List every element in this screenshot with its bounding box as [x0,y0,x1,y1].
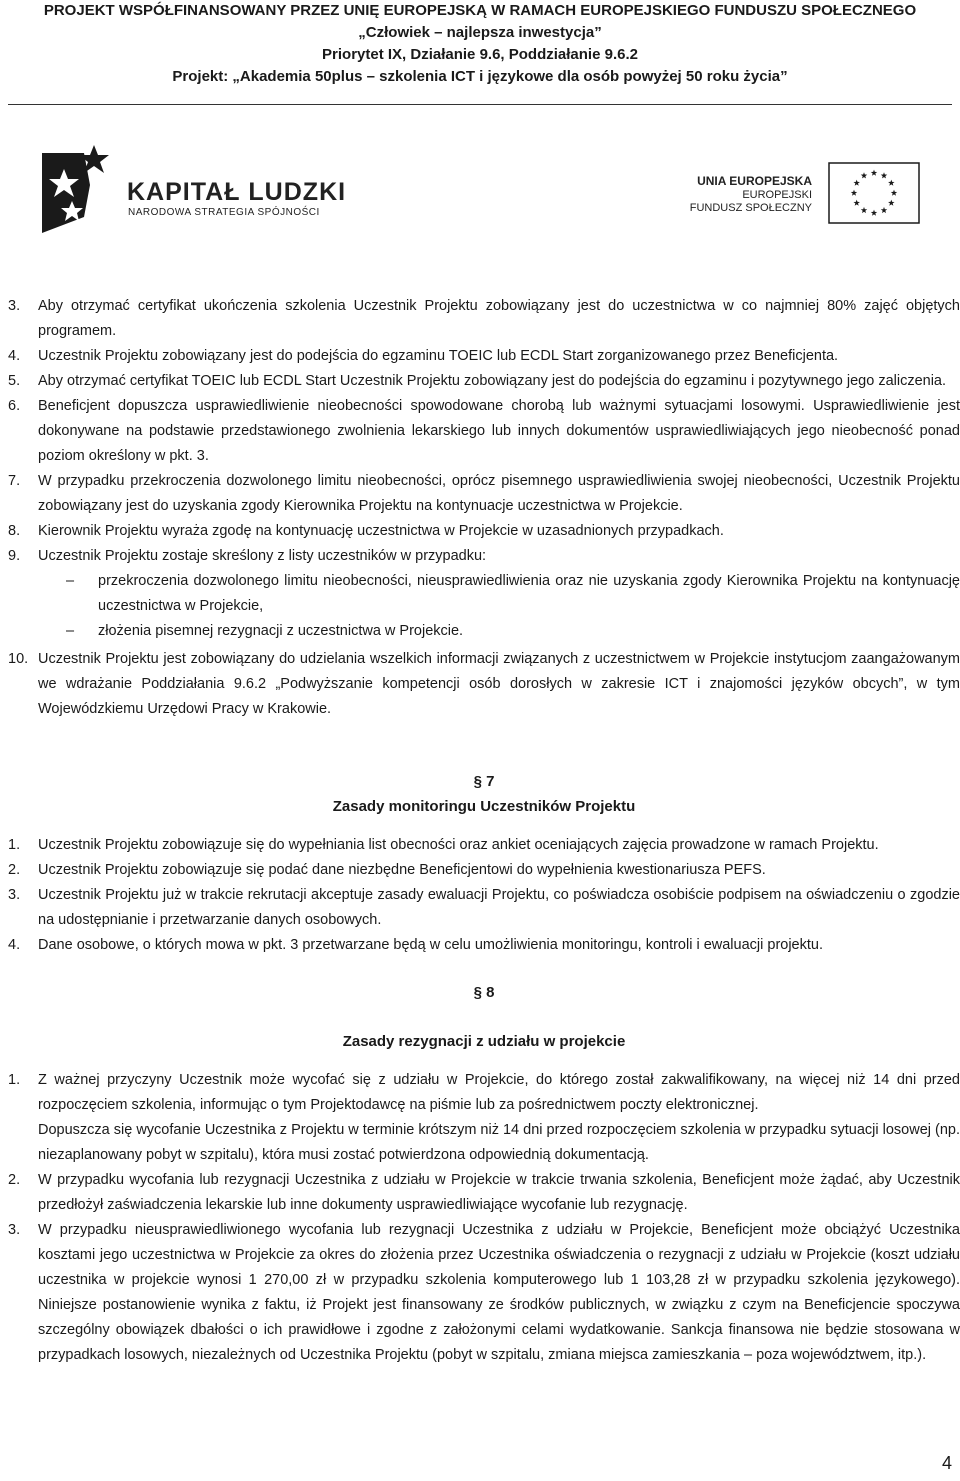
header-divider [8,104,952,105]
section-7-mark: § 7 [473,773,495,790]
item-number: 2. [8,862,21,878]
item-text: Z ważnej przyczyny Uczestnik może wycofać się z udziału w Projekcie, do którego został zakwalifikowany, na więcej niż 14 dni przed rozpoczęciem szkolenia, informując o tym Projektodawcę na piśmie lub za pośrednictwem poczty elektronicznej. [38,1072,960,1113]
ue-subtitle-2: FUNDUSZ SPOŁECZNY [689,202,812,214]
dash-marker: – [66,623,75,639]
item-text: przekroczenia dozwolonego limitu nieobecności, nieusprawiedliwienia oraz nie uzyskania zgody Kierownika Projektu na kontynuację uczestnictwa w Projekcie, [98,573,960,614]
item-text: Uczestnik Projektu już w trakcie rekrutacji akceptuje zasady ewaluacji Projektu, co poświadcza osobiście podpisem na oświadczeniu o zgodzie na udostępnianie i przetwarzanie danych osobowych. [38,887,960,928]
header-line-3: Priorytet IX, Działanie 9.6, Poddziałanie 9.6.2 [322,46,638,63]
item-number: 5. [8,373,21,389]
list-item [8,647,960,722]
list-item [8,1168,960,1218]
eu-flag-icon [828,162,920,224]
list-item [8,294,960,344]
dash-marker: – [66,573,75,589]
section-6-continued [8,294,960,569]
kapital-ludzki-subtitle: NARODOWA STRATEGIA SPÓJNOŚCI [128,207,320,218]
ue-subtitle-1: EUROPEJSKI [742,189,812,201]
item-number: 2. [8,1172,21,1188]
item-text: Uczestnik Projektu zobowiązany jest do podejścia do egzaminu TOEIC lub ECDL Start zorganizowanego przez Beneficjenta. [38,348,839,364]
header-line-2: „Człowiek – najlepsza inwestycja” [358,24,602,41]
kapital-ludzki-emblem-icon [42,145,122,235]
list-item [8,883,960,933]
list-item [8,933,960,958]
item-number: 3. [8,1222,21,1238]
list-item [8,1218,960,1368]
item-number: 8. [8,523,21,539]
header-line-4: Projekt: „Akademia 50plus – szkolenia ICT i językowe dla osób powyżej 50 roku życia” [172,68,788,85]
item-number: 1. [8,1072,21,1088]
item-text: W przypadku nieusprawiedliwionego wycofania lub rezygnacji Uczestnika z udziału w Projekcie, Beneficjent może obciążyć Uczestnika kosztami jego uczestnictwa w Projekcie za okres do złożenia przez Uczestnika oświadczenia o rezygnacji z udziału w Projekcie (koszt udziału uczestnika w projekcie wynosi 1 270,00 zł w przypadku szkolenia komputerowego lub 1 103,28 zł w przypadku szkolenia językowego). Niniejsze postanowienie wynika z faktu, iż Projekt jest finansowany ze środków publicznych, w związku z czym na Beneficjencie spoczywa szczególny obowiązek dbałości o ich prawidłowe i zgodne z założonymi celami wydatkowanie. Sankcja finansowa nie będzie stosowana w przypadkach losowych, niezależnych od Uczestnika Projektu (pobyt w szpitalu, zmiana miejsca zamieszkania – poza województwem, itp.). [38,1222,960,1363]
item-text: Dane osobowe, o których mowa w pkt. 3 przetwarzane będą w celu umożliwienia monitoringu, kontroli i ewaluacji projektu. [38,937,823,953]
unia-europejska-logo [689,162,930,232]
item-number: 7. [8,473,21,489]
ue-title: UNIA EUROPEJSKA [697,174,812,188]
page-number: 4 [941,1453,952,1473]
item-text: W przypadku przekroczenia dozwolonego limitu nieobecności, oprócz pisemnego usprawiedliwienia swojej nieobecności, Uczestnik Projektu zobowiązany jest do uzyskania zgody Kierownika Projektu na kontynuacje uczestnictwa w Projekcie. [38,473,960,514]
list-item [8,369,960,394]
section-7-list [8,833,960,958]
item-number: 10. [8,651,29,667]
list-item [8,544,960,569]
item-text: złożenia pisemnej rezygnacji z uczestnictwa w Projekcie. [98,623,464,639]
section-7-title: Zasady monitoringu Uczestników Projektu [332,798,636,815]
item-number: 6. [8,398,21,414]
list-item-paragraph: Dopuszcza się wycofanie Uczestnika z Projektu w terminie krótszym niż 14 dni przed rozpoczęciem szkolenia w przypadku sytuacji losowej (np. niezaplanowany pobyt w szpitalu), która musi zostać potwierdzona odpowiednią dokumentacją. [38,1122,960,1163]
section-8-mark: § 8 [473,984,495,1001]
item-number: 3. [8,298,21,314]
list-item [8,394,960,469]
list-item [8,1068,960,1118]
document-header [0,0,960,88]
list-item [8,833,960,858]
item-9-list [8,569,960,644]
item-text: Beneficjent dopuszcza usprawiedliwienie nieobecności spowodowane chorobą lub ważnymi sytuacjami losowymi. Usprawiedliwienie jest dokonywane na podstawie przedstawionego zwolnienia lekarskiego lub innych dokumentów usprawiedliwiających jego nieobecność ponad poziom określony w pkt. 3. [38,398,960,464]
item-text: Uczestnik Projektu jest zobowiązany do udzielania wszelkich informacji związanych z uczestnictwem w Projekcie instytucjom zaangażowanym we wdrażanie Poddziałania 9.6.2 „Podwyższanie kompetencji osób dorosłych w zakresie ICT i znajomości języków obcych”, w tym Wojewódzkiemu Urzędowi Pracy w Krakowie. [38,651,960,717]
dash-list-item [8,569,960,619]
header-line-1: PROJEKT WSPÓŁFINANSOWANY PRZEZ UNIĘ EUROPEJSKĄ W RAMACH EUROPEJSKIEGO FUNDUSZU SPOŁECZNEGO [43,2,917,19]
item-text: Aby otrzymać certyfikat ukończenia szkolenia Uczestnik Projektu zobowiązany jest do uczestnictwa w co najmniej 80% zajęć objętych programem. [38,298,960,339]
item-number: 1. [8,837,21,853]
kapital-ludzki-logo [42,145,347,235]
list-item [8,469,960,519]
item-number: 4. [8,937,21,953]
item-text: Kierownik Projektu wyraża zgodę na kontynuację uczestnictwa w Projekcie w uzasadnionych przypadkach. [38,523,724,539]
dash-list-item [8,619,960,644]
document-body [8,294,960,1368]
kapital-ludzki-title: KAPITAŁ LUDZKI [127,178,347,206]
item-number: 4. [8,348,21,364]
list-item [8,344,960,369]
item-text: Aby otrzymać certyfikat TOEIC lub ECDL Start Uczestnik Projektu zobowiązany jest do podejścia do egzaminu i pozytywnego jego zaliczenia. [38,373,947,389]
list-item [8,519,960,544]
item-text: W przypadku wycofania lub rezygnacji Uczestnika z udziału w Projekcie w trakcie trwania szkolenia, Beneficjent może żądać, aby Uczestnik przedłożył zaświadczenia lekarskie lub inne dokumenty usprawiedliwiające wycofanie lub rezygnację. [38,1172,960,1213]
section-8-title: Zasady rezygnacji z udziału w projekcie [342,1033,626,1050]
list-item [8,858,960,883]
item-number: 3. [8,887,21,903]
item-text: Uczestnik Projektu zobowiązuje się do wypełniania list obecności oraz ankiet oceniających zajęcia prowadzone w ramach Projektu. [38,837,879,853]
item-number: 9. [8,548,21,564]
item-text: Uczestnik Projektu zobowiązuje się podać dane niezbędne Beneficjentowi do wypełnienia kwestionariusza PEFS. [38,862,766,878]
item-text: Uczestnik Projektu zostaje skreślony z listy uczestników w przypadku: [38,548,487,564]
